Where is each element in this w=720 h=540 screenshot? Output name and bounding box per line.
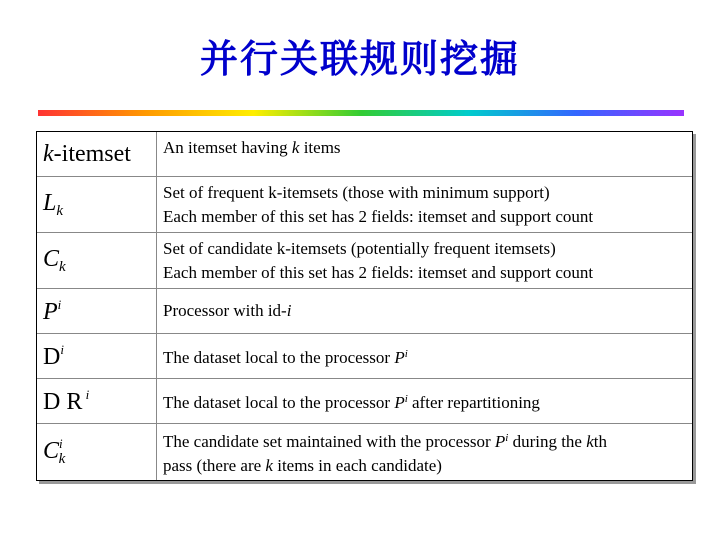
term-di: $D^i$ <box>43 341 64 370</box>
definition-line: Set of frequent k-itemsets (those with minimum support) <box>163 182 550 202</box>
term-cell <box>37 424 157 480</box>
slide-title: 并行关联规则挖掘 <box>199 37 520 81</box>
definition-line: The candidate set maintained with the processor $P^i$ during the kth <box>163 432 607 451</box>
table-row <box>37 132 692 177</box>
term-cell <box>37 233 157 288</box>
rainbow-divider <box>38 110 684 116</box>
term-k-itemset: k-itemset <box>43 140 131 167</box>
definition-line: pass (there are k items in each candidate) <box>163 456 442 475</box>
definition-line: Each member of this set has 2 fields: itemset and support count <box>163 262 594 282</box>
definition-cell <box>163 334 686 378</box>
table-row <box>37 289 692 334</box>
definition-cell <box>163 132 686 176</box>
definition-cell <box>163 424 686 480</box>
table-row <box>37 177 692 233</box>
term-cell <box>37 289 157 333</box>
term-cik: $C^i_k$ <box>43 436 66 467</box>
definition-line: Set of candidate k-itemsets (potentially frequent itemsets) <box>163 238 556 258</box>
term-pi: $P^i$ <box>43 296 62 325</box>
table-row <box>37 379 692 424</box>
definition-cell <box>163 233 686 288</box>
definition-line: The dataset local to the processor $P^i$ after repartitioning <box>163 393 540 412</box>
definition-cell <box>163 289 686 333</box>
term-cell <box>37 334 157 378</box>
term-cell <box>37 132 157 176</box>
definition-line: An itemset having k items <box>163 138 341 157</box>
notation-table <box>36 131 693 481</box>
term-dri: D R $^i$ <box>43 386 90 415</box>
definition-line: The dataset local to the processor $P^i$ <box>163 348 408 367</box>
term-cell <box>37 379 157 423</box>
term-cell <box>37 177 157 232</box>
definition-cell <box>163 177 686 232</box>
definition-line: Each member of this set has 2 fields: itemset and support count <box>163 206 594 226</box>
definition-cell <box>163 379 686 423</box>
table-row <box>37 233 692 289</box>
term-ck: $C_k$ <box>43 245 66 275</box>
definition-line: Processor with id-i <box>163 301 292 320</box>
table-row <box>37 424 692 480</box>
table-row <box>37 334 692 379</box>
term-lk: $L_k$ <box>43 189 64 219</box>
